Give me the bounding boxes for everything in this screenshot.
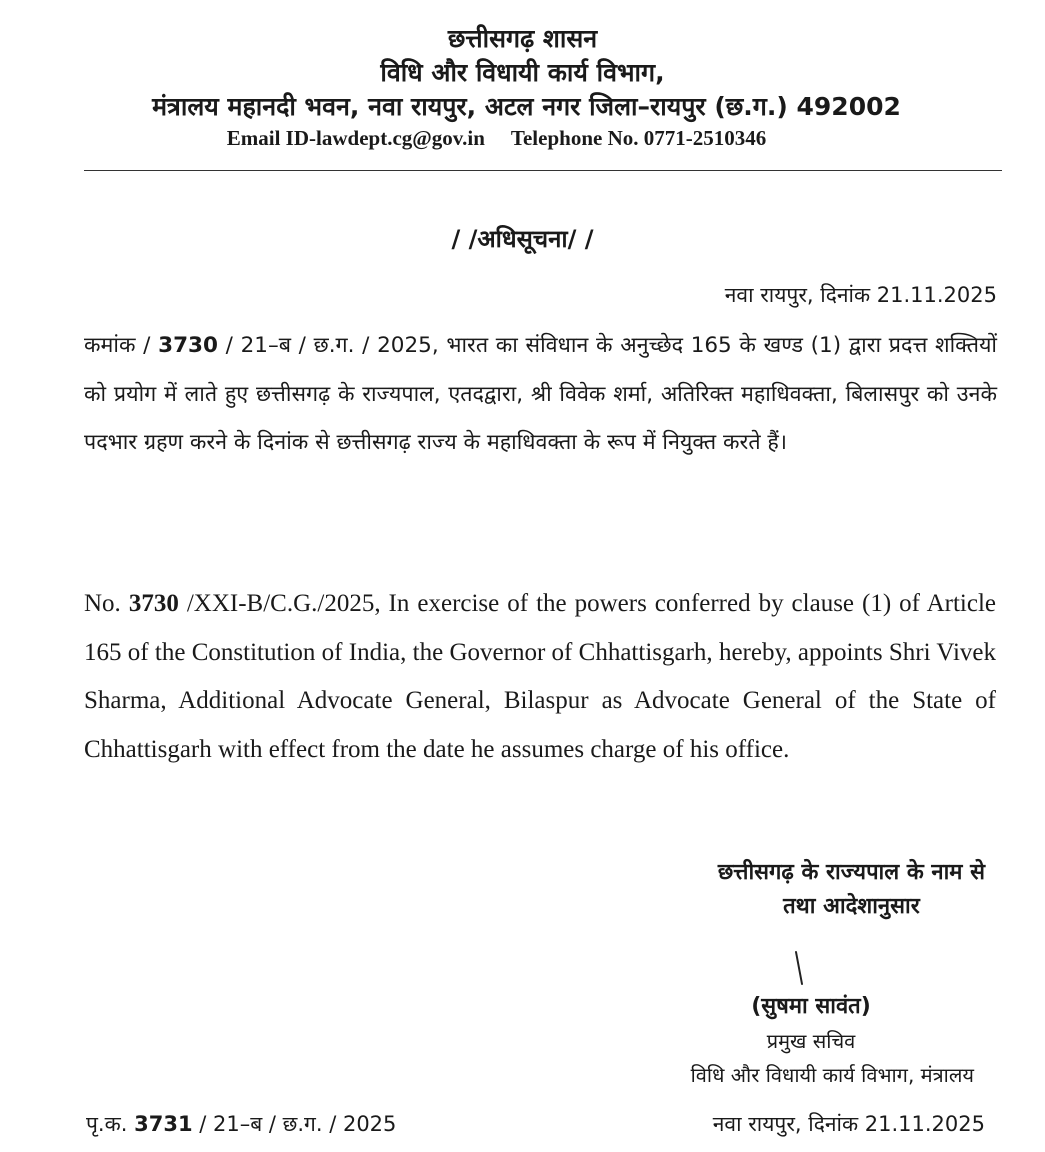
english-ref-number: 3730	[128, 590, 179, 617]
signatory-designation: प्रमुख सचिव	[766, 1029, 856, 1053]
department-name: विधि और विधायी कार्य विभाग,	[380, 58, 665, 87]
issue-date: नवा रायपुर, दिनांक 21.11.2025	[724, 283, 997, 307]
contact-line	[0, 124, 1019, 152]
hindi-ref-number: 3730	[158, 333, 218, 358]
office-address: मंत्रालय महानदी भवन, नवा रायपुर, अटल नगर जिला–रायपुर (छ.ग.) 492002	[152, 92, 901, 121]
endorsement-suffix: / 21–ब / छ.ग. / 2025	[199, 1112, 397, 1136]
header-divider	[84, 170, 1002, 171]
telephone-text: Telephone No. 0771-2510346	[510, 126, 767, 150]
english-body-text: /XXI-B/C.G./2025, In exercise of the powers conferred by clause (1) of Article 165 of the Constitution of India, the Governor of Chhattisgarh, hereby, appoints Shri Vivek Sharma, Additional Advocate General, Bilaspur as Advocate General of the State of Chhattisgarh with effect from the date he assumes charge of his office.	[84, 590, 997, 763]
hindi-body-text: / 21–ब / छ.ग. / 2025, भारत का संविधान के अनुच्छेद 165 के खण्ड (1) द्वारा प्रदत्त शक्तियों को प्रयोग में लाते हुए छत्तीसगढ़ के राज्यपाल, एतदद्वारा, श्री विवेक शर्मा, अतिरिक्त महाधिवक्ता, बिलासपुर को उनके पदभार ग्रहण करने के दिनांक से छत्तीसगढ़ राज्य के महाधिवक्ता के रूप में नियुक्त करते हैं।	[84, 333, 997, 455]
endorsement-date: नवा रायपुर, दिनांक 21.11.2025	[712, 1112, 985, 1136]
endorsement-reference	[86, 1108, 396, 1140]
endorsement-prefix: पृ.क.	[86, 1112, 128, 1136]
endorsement-number: 3731	[134, 1112, 193, 1136]
signatory-name: (सुषमा सावंत)	[751, 994, 871, 1019]
english-notification-paragraph	[84, 580, 996, 774]
signatory-department: विधि और विधायी कार्य विभाग, मंत्रालय	[690, 1063, 974, 1087]
signoff-line-2: तथा आदेशानुसार	[783, 894, 920, 919]
govt-name: छत्तीसगढ़ शासन	[447, 24, 598, 53]
hindi-notification-paragraph	[84, 322, 997, 468]
english-ref-prefix: No.	[84, 590, 121, 617]
email-text: Email ID-lawdept.cg@gov.in	[226, 126, 485, 150]
hindi-ref-prefix: कमांक /	[84, 333, 151, 358]
letterhead	[0, 22, 1045, 152]
signoff-line-1: छत्तीसगढ़ के राज्यपाल के नाम से	[717, 860, 985, 885]
order-signoff	[718, 856, 985, 924]
signature-mark	[794, 950, 804, 986]
notification-title: / /अधिसूचना/ /	[451, 225, 594, 253]
signatory-block	[586, 990, 986, 1092]
